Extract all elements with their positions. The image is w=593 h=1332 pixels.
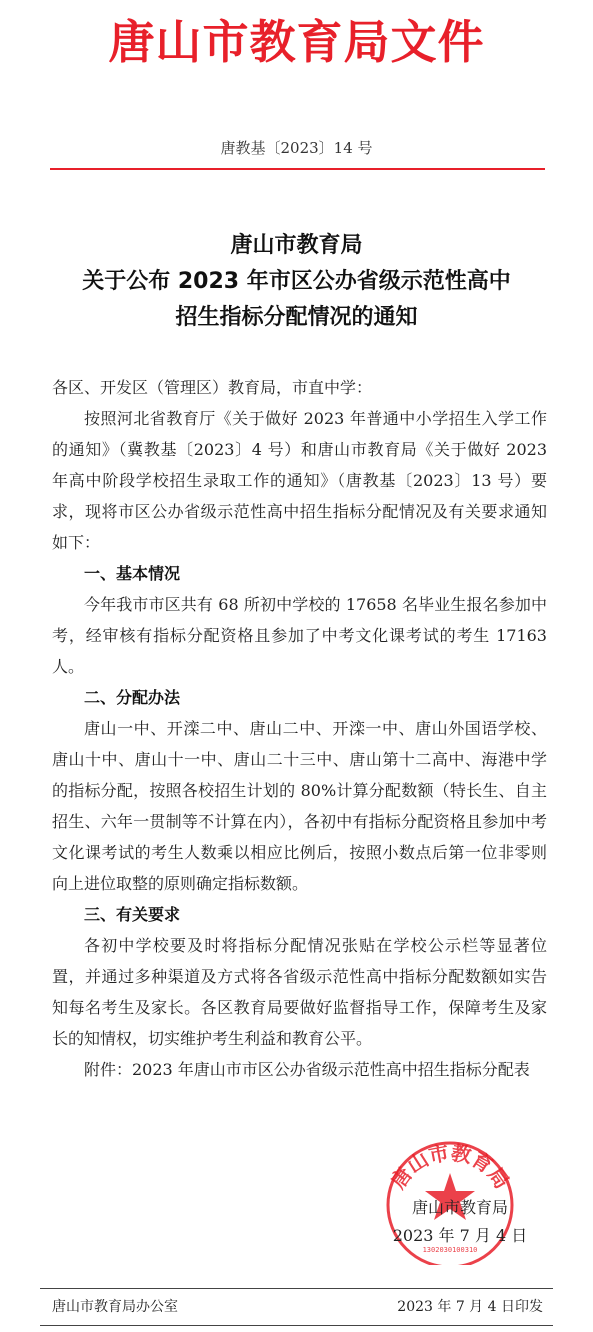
document-body: [52, 372, 547, 1085]
red-divider: [50, 168, 545, 170]
intro-paragraph: 按照河北省教育厅《关于做好 2023 年普通中小学招生入学工作的通知》（冀教基〔2023〕4 号）和唐山市教育局《关于做好 2023 年高中阶段学校招生录取工作的通知》（唐教基〔2023〕13 号）要求，现将市区公办省级示范性高中招生指标分配情况及有关要求通知如下：: [52, 409, 547, 552]
section-1-heading: 一、基本情况: [84, 564, 181, 583]
signature-block: [375, 1194, 545, 1250]
title-line-1: 唐山市教育局: [230, 233, 363, 258]
title-line-2: 关于公布 2023 年市区公办省级示范性高中: [82, 269, 511, 294]
salutation: 各区、开发区（管理区）教育局，市直中学：: [52, 378, 373, 397]
footer-top-rule: [40, 1288, 553, 1289]
footer-print-date: 2023 年 7 月 4 日印发: [397, 1299, 543, 1315]
section-2-paragraph: 唐山一中、开滦二中、唐山二中、开滦一中、唐山外国语学校、唐山十中、唐山十一中、唐山二十三中、唐山第十二高中、海港中学的指标分配，按照各校招生计划的 80%计算分配数额（特长生、自主招生、六年一贯制等不计算在内），各初中有指标分配资格且参加中考文化课考试的考生人数乘以相应比例后，按照小数点后第一位非零则向上进位取整的原则确定指标数额。: [52, 719, 547, 893]
issuer-name: 唐山市教育局: [411, 1198, 508, 1217]
document-title: [0, 228, 593, 336]
section-3-heading: 三、有关要求: [84, 905, 181, 924]
masthead-title: 唐山市教育局文件: [108, 15, 485, 69]
section-3-paragraph: 各初中学校要及时将指标分配情况张贴在学校公示栏等显著位置，并通过多种渠道及方式将各省级示范性高中指标分配数额如实告知每名考生及家长。各区教育局要做好监督指导工作，保障考生及家长的知情权，切实维护考生利益和教育公平。: [52, 936, 547, 1048]
document-number: 唐教基〔2023〕14 号: [220, 139, 373, 157]
section-1-paragraph: 今年我市市区共有 68 所初中学校的 17658 名毕业生报名参加中考，经审核有指标分配资格且参加了中考文化课考试的考生 17163 人。: [52, 595, 547, 676]
footer-bottom-rule: [40, 1325, 553, 1326]
issue-date: 2023 年 7 月 4 日: [392, 1226, 528, 1245]
section-2-heading: 二、分配办法: [84, 688, 181, 707]
seal-ring-text: 唐山市教育局: [385, 1140, 515, 1193]
attachment-note: 附件：2023 年唐山市市区公办省级示范性高中招生指标分配表: [84, 1060, 530, 1079]
seal-serial-number: 1302030100310: [422, 1246, 478, 1254]
title-line-3: 招生指标分配情况的通知: [175, 305, 418, 330]
footer-office: 唐山市教育局办公室: [52, 1299, 178, 1315]
